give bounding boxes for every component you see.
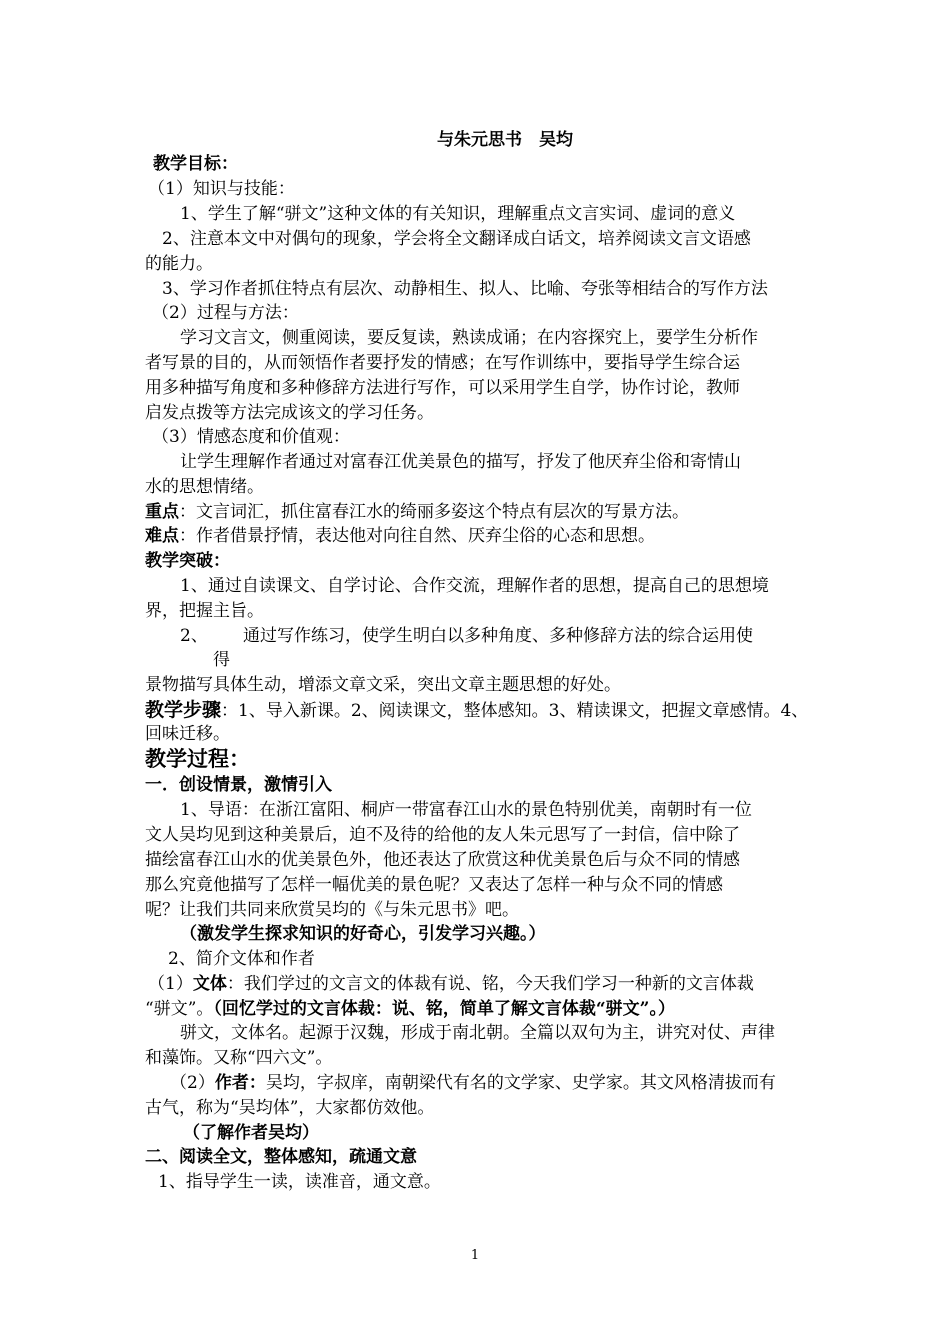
genre-number: （1） (148, 974, 193, 994)
genre-line-2 (145, 997, 815, 1021)
genre-note: （回忆学过的文言体裁：说、铭，简单了解文言体裁“骈文”。） (213, 999, 675, 1019)
key-point-label: 重点 (145, 502, 179, 522)
steps-label: 教学步骤 (145, 699, 222, 721)
author-note: （了解作者吴均） (183, 1123, 319, 1143)
k2-line-4: 启发点拨等方法完成该文的学习任务。 (145, 403, 434, 423)
document-title: 与朱元思书 吴均 (437, 130, 573, 150)
intro-line-2: 文人吴均见到这种美景后，迫不及待的给他的友人朱元思写了一封信，信中除了 (145, 825, 740, 845)
k2-line-3: 用多种描写角度和多种修辞方法进行写作，可以采用学生自学，协作讨论，教师 (145, 378, 740, 398)
page-number: 1 (470, 1248, 480, 1263)
k1-heading: （1）知识与技能： (148, 179, 295, 199)
intro-note: （激发学生探求知识的好奇心，引发学习兴趣。） (180, 924, 546, 944)
genre-label: 文体 (192, 974, 227, 994)
k1-item-3: 3、学习作者抓住特点有层次、动静相生、拟人、比喻、夸张等相结合的写作方法 (162, 279, 768, 299)
section-1-heading: 一．创设情景，激情引入 (145, 775, 332, 795)
difficult-point-label: 难点 (145, 526, 179, 546)
section-2-item-1: 1、指导学生一读，读准音，通文意。 (158, 1172, 441, 1192)
k2-line-1: 学习文言文，侧重阅读，要反复读，熟读成诵；在内容探究上，要学生分析作 (180, 328, 758, 348)
steps-line (145, 698, 815, 723)
k2-line-2: 者写景的目的，从而领悟作者要抒发的情感；在写作训练中，要指导学生综合运 (145, 353, 740, 373)
intro-line-4: 那么究竟他描写了怎样一幅优美的景色呢？又表达了怎样一种与众不同的情感 (145, 875, 723, 895)
k3-line-2: 水的思想情绪。 (145, 477, 264, 497)
steps-text: ：1、导入新课。2、阅读课文，整体感知。3、精读课文，把握文章感情。4、 (221, 701, 809, 721)
key-point (145, 500, 815, 524)
genre-text: ：我们学过的文言文的体裁有说、铭，今天我们学习一种新的文言体裁 (226, 974, 754, 994)
intro-line-5: 呢？让我们共同来欣赏吴均的《与朱元思书》吧。 (145, 900, 519, 920)
breakthrough-heading: 教学突破： (145, 551, 230, 571)
k3-line-1: 让学生理解作者通过对富春江优美景色的描写，抒发了他厌弃尘俗和寄情山 (180, 452, 741, 472)
breakthrough-2-cont: 得 (213, 650, 230, 670)
breakthrough-2: 通过写作练习，使学生明白以多种角度、多种修辞方法的综合运用使 (243, 626, 753, 646)
intro-line-1: 1、导语：在浙江富阳、桐庐一带富春江山水的景色特别优美，南朝时有一位 (180, 800, 752, 820)
goals-heading: 教学目标： (153, 154, 238, 174)
breakthrough-2-number: 2、 (180, 626, 208, 646)
author-line (170, 1071, 840, 1095)
process-heading: 教学过程： (145, 746, 250, 771)
pianwen-line-2: 和藻饰。又称“四六文”。 (145, 1048, 333, 1068)
key-point-text: ：文言词汇，抓住富春江水的绮丽多姿这个特点有层次的写景方法。 (179, 502, 689, 522)
section-2-heading: 二、阅读全文，整体感知，疏通文意 (145, 1147, 417, 1167)
difficult-point-text: ：作者借景抒情，表达他对向往自然、厌弃尘俗的心态和思想。 (179, 526, 655, 546)
k1-item-2: 2、注意本文中对偶句的现象，学会将全文翻译成白话文，培养阅读文言文语感 (162, 229, 751, 249)
genre-text-2: “骈文”。 (145, 999, 214, 1019)
genre-author-heading: 2、简介文体和作者 (168, 949, 315, 969)
author-line-2: 古气，称为“吴均体”，大家都仿效他。 (145, 1098, 435, 1118)
steps-cont: 回味迁移。 (145, 724, 230, 744)
author-number: （2） (170, 1073, 215, 1093)
breakthrough-1: 1、通过自读课文、自学讨论、合作交流，理解作者的思想，提高自己的思想境 (180, 576, 769, 596)
breakthrough-2-end: 景物描写具体生动，增添文章文采，突出文章主题思想的好处。 (145, 675, 621, 695)
k1-item-2-cont: 的能力。 (145, 254, 213, 274)
k1-item-1: 1、学生了解“骈文”这种文体的有关知识，理解重点文言实词、虚词的意义 (180, 204, 736, 224)
breakthrough-1-cont: 界，把握主旨。 (145, 601, 264, 621)
pianwen-line-1: 骈文，文体名。起源于汉魏，形成于南北朝。全篇以双句为主，讲究对仗、声律 (180, 1023, 775, 1043)
intro-line-3: 描绘富春江山水的优美景色外，他还表达了欣赏这种优美景色后与众不同的情感 (145, 850, 740, 870)
k3-heading: （3）情感态度和价值观： (152, 427, 350, 447)
genre-line (148, 972, 818, 996)
author-label: 作者： (214, 1073, 266, 1093)
k2-heading: （2）过程与方法： (152, 303, 299, 323)
difficult-point (145, 524, 815, 548)
author-text: 吴均，字叔庠，南朝梁代有名的文学家、史学家。其文风格清拔而有 (265, 1073, 776, 1093)
